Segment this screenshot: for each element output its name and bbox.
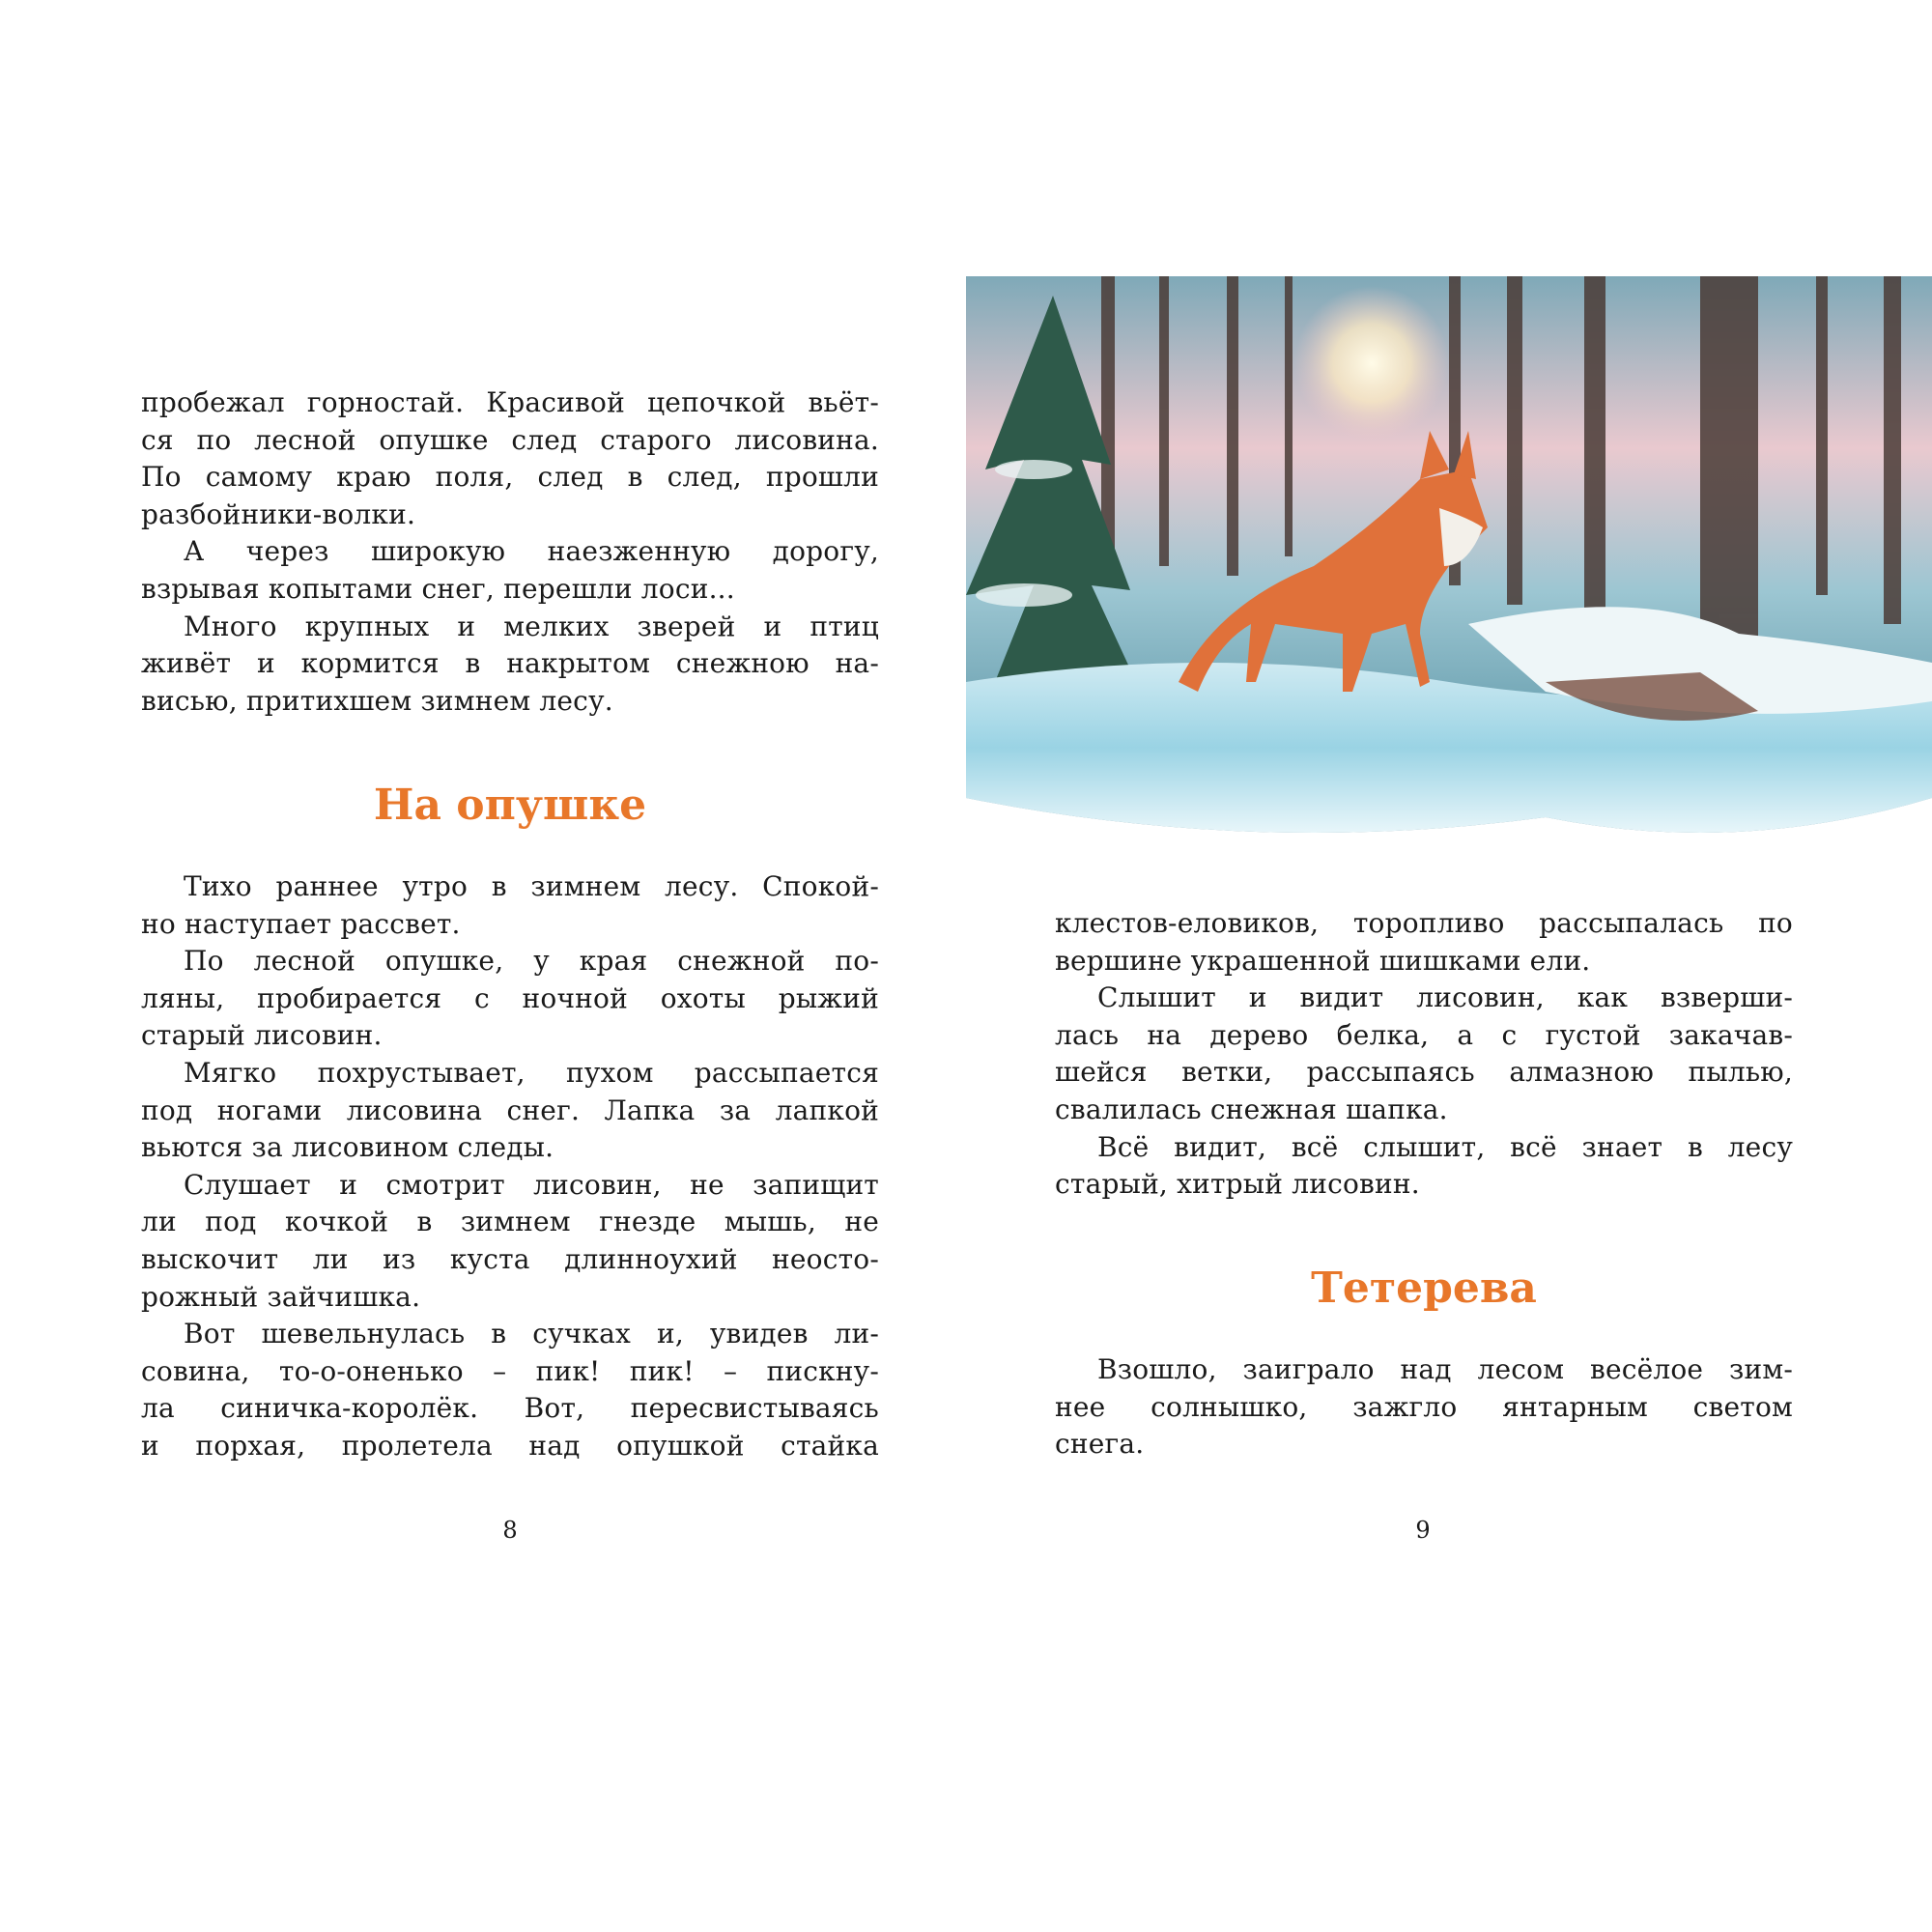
text-line: ли под кочкой в зимнем гнезде мышь, не xyxy=(141,1206,879,1238)
text-line: клестов-еловиков, торопливо рассыпалась по xyxy=(1055,907,1793,939)
paragraph xyxy=(141,1167,879,1316)
text-line: По самому краю поля, след в след, прошли xyxy=(141,461,879,494)
paragraph xyxy=(141,943,879,1055)
right-section-text xyxy=(1055,1351,1793,1463)
paragraph xyxy=(141,609,879,721)
text-line: и порхая, пролетела над опушкой стайка xyxy=(141,1429,879,1462)
text-line: взрывая копытами снег, перешли лоси... xyxy=(141,572,735,605)
section-heading-na-opushke: На опушке xyxy=(373,781,647,830)
text-line: Взошло, заиграло над лесом весёлое зим- xyxy=(1097,1353,1793,1385)
text-line: Слушает и смотрит лисовин, не запищит xyxy=(184,1168,879,1201)
text-line: висью, притихшем зимнем лесу. xyxy=(141,684,613,717)
text-line: старый лисовин. xyxy=(141,1019,383,1052)
text-line: Всё видит, всё слышит, всё знает в лесу xyxy=(1097,1130,1793,1163)
text-line: но наступает рассвет. xyxy=(141,907,461,940)
page-number-left: 8 xyxy=(502,1517,518,1544)
text-line: ся по лесной опушке след старого лисовина. xyxy=(141,423,879,456)
paragraph xyxy=(1055,980,1793,1128)
fox-winter-forest-illustration xyxy=(966,276,1932,850)
text-line: По лесной опушке, у края снежной по- xyxy=(184,945,879,978)
paragraph xyxy=(141,384,879,533)
text-line: Мягко похрустывает, пухом рассыпается xyxy=(184,1056,879,1089)
left-section-text xyxy=(141,868,879,1465)
text-line: снега. xyxy=(1055,1428,1145,1461)
text-line: выскочит ли из куста длинноухий неосто- xyxy=(141,1242,879,1275)
paragraph xyxy=(1055,1129,1793,1204)
paragraph xyxy=(141,1055,879,1167)
text-line: ляны, пробирается с ночной охоты рыжий xyxy=(141,981,879,1014)
text-line: Слышит и видит лисовин, как взверши- xyxy=(1097,981,1793,1014)
text-line: старый, хитрый лисовин. xyxy=(1055,1168,1420,1201)
left-intro-text xyxy=(141,384,879,720)
text-line: А через широкую наезженную дорогу, xyxy=(184,535,879,568)
text-line: шейся ветки, рассыпаясь алмазною пылью, xyxy=(1055,1056,1793,1089)
text-line: вьются за лисовином следы. xyxy=(141,1131,554,1164)
paragraph xyxy=(1055,1351,1793,1463)
text-line: Вот шевельнулась в сучках и, увидев ли- xyxy=(184,1318,879,1350)
text-line: Тихо раннее утро в зимнем лесу. Спокой- xyxy=(184,870,879,902)
text-line: Много крупных и мелких зверей и птиц xyxy=(184,610,879,642)
text-line: разбойники-волки. xyxy=(141,497,416,530)
text-line: вершине украшенной шишками ели. xyxy=(1055,944,1591,977)
text-line: свалилась снежная шапка. xyxy=(1055,1093,1448,1125)
paragraph xyxy=(141,533,879,608)
text-line: совина, то-о-оненько – пик! пик! – пискну- xyxy=(141,1354,879,1387)
text-line: лась на дерево белка, а с густой закачав- xyxy=(1055,1018,1793,1051)
paragraph xyxy=(141,868,879,943)
section-heading-tetereva: Тетерева xyxy=(1311,1264,1537,1313)
text-line: пробежал горностай. Красивой цепочкой вьёт- xyxy=(141,386,879,418)
text-line: нее солнышко, зажгло янтарным светом xyxy=(1055,1390,1793,1423)
page-number-right: 9 xyxy=(1415,1517,1431,1544)
paragraph xyxy=(141,1316,879,1464)
text-line: живёт и кормится в накрытом снежною на- xyxy=(141,647,879,680)
right-text xyxy=(1055,905,1793,1204)
text-line: рожный зайчишка. xyxy=(141,1280,421,1313)
text-line: ла синичка-королёк. Вот, пересвистываясь xyxy=(141,1392,879,1425)
text-line: под ногами лисовина снег. Лапка за лапкой xyxy=(141,1094,879,1126)
paragraph xyxy=(1055,905,1793,980)
